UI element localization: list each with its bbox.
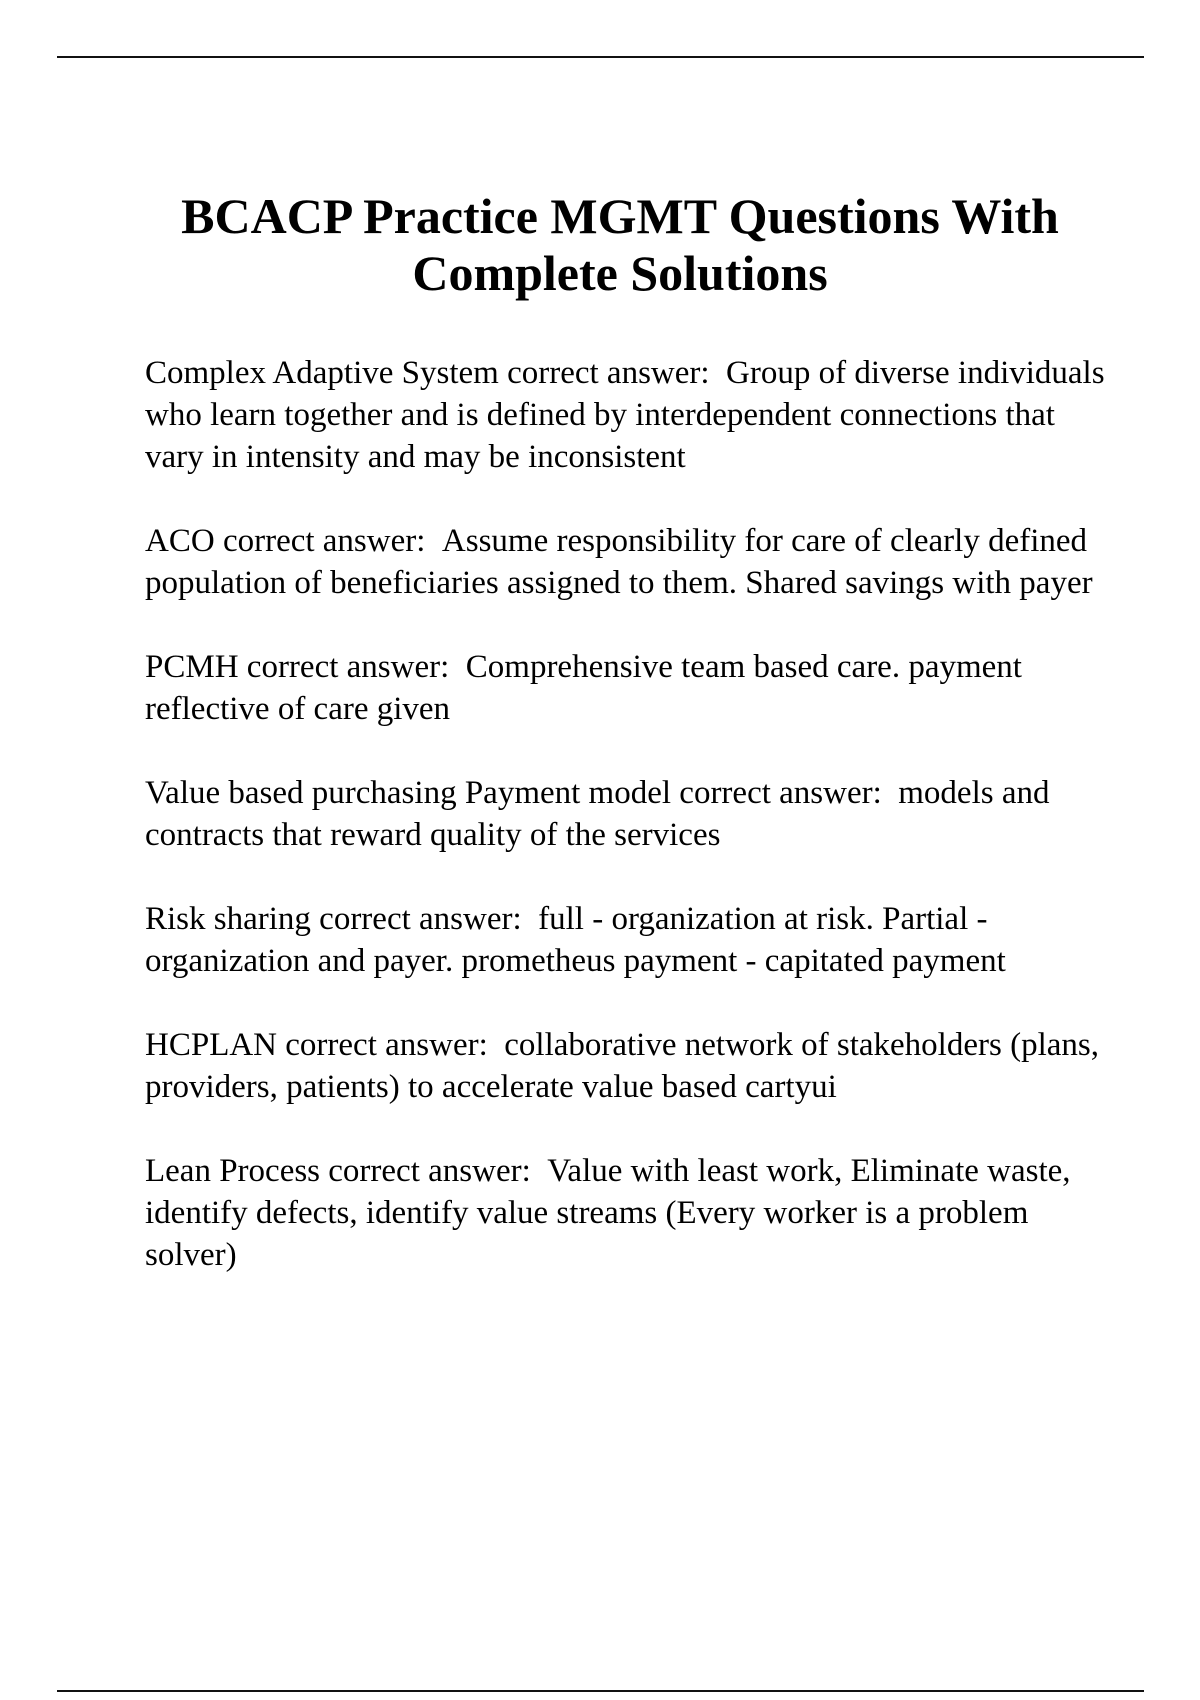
answer-marker: correct answer: xyxy=(679,775,882,811)
qa-term: PCMH xyxy=(145,649,239,685)
qa-answer: Value with least work, Eliminate waste, identify defects, identify value streams (Every worker is a problem solver) xyxy=(145,1153,1071,1273)
qa-term: Value based purchasing Payment model xyxy=(145,775,672,811)
qa-item-lean-process xyxy=(145,1150,1105,1276)
qa-term: ACO xyxy=(145,523,215,559)
answer-marker: correct answer: xyxy=(319,901,522,937)
qa-item-value-based-purchasing xyxy=(145,772,1105,856)
qa-answer: Assume responsibility for care of clearly defined population of beneficiaries assigned to them. Shared savings with payer xyxy=(145,523,1093,601)
qa-item-complex-adaptive-system xyxy=(145,352,1105,478)
qa-answer: full - organization at risk. Partial - organization and payer. prometheus payment - capitated payment xyxy=(145,901,1006,979)
header-rule xyxy=(57,56,1144,58)
qa-list xyxy=(145,352,1105,1318)
answer-marker: correct answer: xyxy=(328,1153,531,1189)
qa-term: Complex Adaptive System xyxy=(145,355,499,391)
document-title xyxy=(100,188,1140,302)
qa-item-risk-sharing xyxy=(145,898,1105,982)
answer-marker: correct answer: xyxy=(222,523,426,559)
qa-item-hcplan xyxy=(145,1024,1105,1108)
qa-item-aco xyxy=(145,520,1105,604)
qa-answer: Comprehensive team based care. payment reflective of care given xyxy=(145,649,1022,727)
document-title-line-1: BCACP Practice MGMT Questions With xyxy=(181,188,1059,244)
qa-term: HCPLAN xyxy=(145,1027,278,1063)
qa-answer: Group of diverse individuals who learn together and is defined by interdependent connections that vary in intensity and may be inconsistent xyxy=(145,355,1105,475)
qa-term: Risk sharing xyxy=(145,901,311,937)
qa-answer: collaborative network of stakeholders (plans, providers, patients) to accelerate value based cartyui xyxy=(145,1027,1099,1105)
footer-rule xyxy=(57,1690,1144,1692)
answer-marker: correct answer: xyxy=(285,1027,488,1063)
qa-term: Lean Process xyxy=(145,1153,321,1189)
answer-marker: correct answer: xyxy=(507,355,710,391)
document-title-line-2: Complete Solutions xyxy=(412,245,828,301)
qa-answer: models and contracts that reward quality of the services xyxy=(145,775,1050,853)
qa-item-pcmh xyxy=(145,646,1105,730)
answer-marker: correct answer: xyxy=(246,649,450,685)
